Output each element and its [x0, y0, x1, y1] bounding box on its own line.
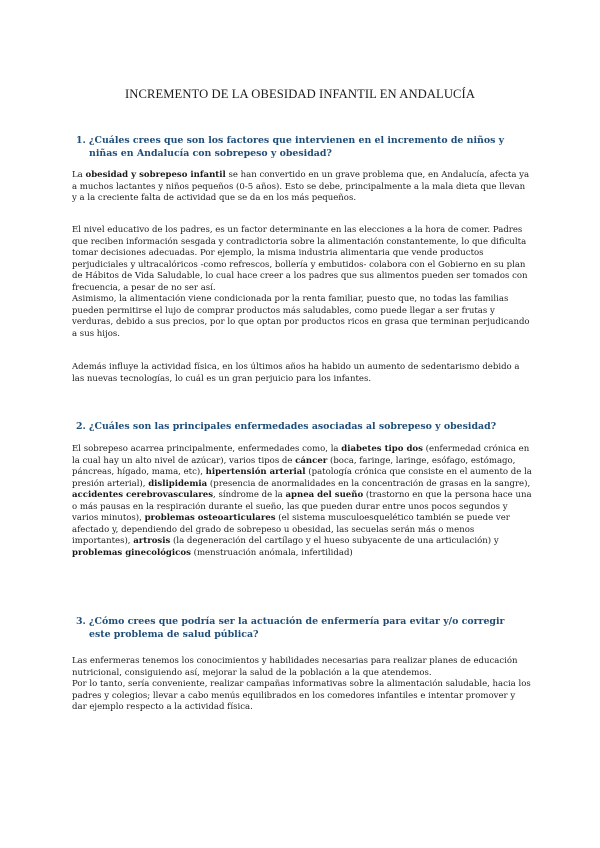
- section-3-paragraph-1: Las enfermeras tenemos los conocimientos y habilidades necesarias para realizar planes de educación nutricional, consiguiendo así, mejorar la salud de la población a la que atendemos.: [72, 656, 518, 678]
- section-3-paragraph-2: Por lo tanto, sería conveniente, realizar campañas informativas sobre la alimentación saludable, hacia los padres y colegios; llevar a cabo menús equilibrados en los comedores infantiles e intentar promover y dar ejemplo respecto a la actividad física.: [72, 679, 531, 712]
- question-3-number: 3.: [76, 616, 86, 627]
- section-1-paragraph-4: Además influye la actividad física, en los últimos años ha habido un aumento de sedentarismo debido a las nuevas tecnologías, lo cuál es un gran perjuicio para los infantes.: [72, 362, 520, 384]
- question-1-number: 1.: [76, 135, 86, 146]
- question-1-heading: ¿Cuáles crees que son los factores que intervienen en el incremento de niños y niñas en Andalucía con sobrepeso y obesidad?: [89, 135, 505, 160]
- question-3-heading: ¿Cómo crees que podría ser la actuación de enfermería para evitar y/o corregir este problema de salud pública?: [89, 616, 505, 641]
- section-1-paragraph-3: Asimismo, la alimentación viene condicionada por la renta familiar, puesto que, no todas las familias pueden permitirse el lujo de comprar productos más saludables, como puede llegar a ser frutas y verduras, debido a sus precios, por lo que optan por productos ricos en grasa que terminan perjudicando a sus hijos.: [72, 294, 530, 339]
- document-title: INCREMENTO DE LA OBESIDAD INFANTIL EN ANDALUCÍA: [124, 87, 476, 101]
- section-1-paragraph-1: La obesidad y sobrepeso infantil se han convertido en un grave problema que, en Andalucía, afecta ya a muchos lactantes y niños pequeños (0-5 años). Esto se debe, principalmente a la mala dieta que llevan y a la creciente falta de actividad que se da en los más pequeños.: [72, 170, 530, 203]
- section-1-paragraph-2: El nivel educativo de los padres, es un factor determinante en las elecciones a la hora de comer. Padres que reciben información sesgada y contradictoria sobre la alimentación constantemente, lo que dificulta tomar decisiones adecuadas. Por ejemplo, la misma industria alimentaria que vende productos perjudiciales y ultracalóricos -como refrescos, bollería y embutidos- colabora con el Gobierno en su plan de Hábitos de Vida Saludable, lo cual hace creer a los padres que sus alimentos pueden ser tomados con frecuencia, a pesar de no ser así.: [72, 225, 528, 293]
- question-2-heading: ¿Cuáles son las principales enfermedades asociadas al sobrepeso y obesidad?: [89, 421, 497, 432]
- question-2-number: 2.: [76, 421, 86, 432]
- section-2-paragraph-1: El sobrepeso acarrea principalmente, enfermedades como, la diabetes tipo dos (enfermedad crónica en la cual hay un alto nivel de azúcar), varios tipos de cáncer (boca, faringe, laringe, esófago, estómago, páncreas, hígado, mama, etc), hipertensión arterial (patología crónica que consiste en el aumento de la presión arterial), dislipidemia (presencia de anormalidades en la concentración de grasas en la sangre), accidentes cerebrovasculares, síndrome de la apnea del sueño (trastorno en que la persona hace una o más pausas en la respiración durante el sueño, las que pueden durar entre unos pocos segundos y varios minutos), problemas osteoarticulares (el sistema musculoesquelético también se puede ver afectado y, dependiendo del grado de sobrepeso u obesidad, las secuelas serán más o menos importantes), artrosis (la degeneración del cartílago y el hueso subyacente de una articulación) y problemas ginecológicos (menstruación anómala, infertilidad): [72, 444, 532, 558]
